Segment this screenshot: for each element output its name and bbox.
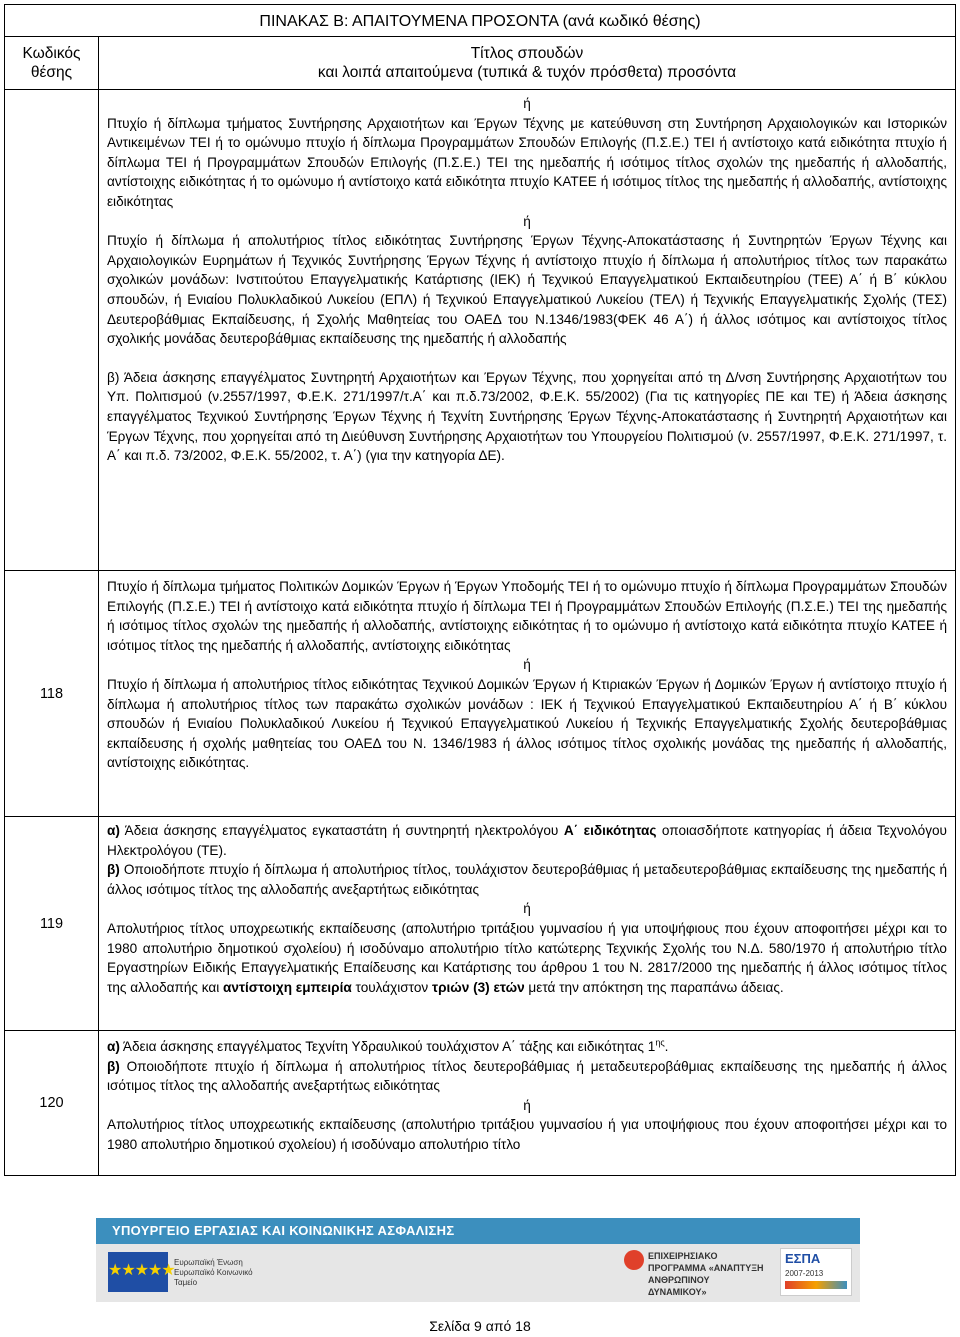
education-text-rest: μετά την απόκτηση της παραπάνω άδειας. [524,979,784,995]
license-paragraph [107,821,947,860]
or-separator: ή [523,901,531,917]
espa-logo [780,1248,852,1296]
table-title-row [5,5,956,37]
operational-programme-logo-icon [624,1250,644,1270]
table-row [5,90,956,571]
item-letter: α) [107,1039,120,1054]
experience-emphasis: αντίστοιχη εμπειρία [223,979,352,995]
qualification-paragraph: Πτυχίο ή δίπλωμα τμήματος Συντήρησης Αρχαιοτήτων και Έργων Τέχνης με κατεύθυνση στη Συντήρηση Αρχαιολογικών και Ιστορικών Αντικειμένων ΤΕΙ ή το ομώνυμο πτυχίο ή δίπλωμα Προγραμμάτων Σπουδών Επιλογής (Π.Σ.Ε.) ΤΕΙ ή αντίστοιχο κατά ειδικότητα πτυχίο ή δίπλωμα ΤΕΙ ή Προγραμμάτων Σπουδών Επιλογής (Π.Σ.Ε.) ΤΕΙ της ημεδαπής ή ισότιμος τίτλος σχολών της ημεδαπής ή αλλοδαπής, αντίστοιχης ειδικότητας ή το ομώνυμο ή αντίστοιχο κατά ειδικότητα πτυχίο ΚΑΤΕΕ ή ισότιμος τίτλος της ημεδαπής ή αλλοδαπής, αντίστοιχης ειδικότητας [107,115,947,209]
page-number: Σελίδα 9 από 18 [429,1318,531,1334]
education-paragraph [107,1057,947,1096]
header-code [5,37,99,90]
header-code-line1: Κωδικός [22,45,81,62]
license-text-rest: οποιασδήποτε κατηγορίας ή άδεια Τεχνολόγου Ηλεκτρολόγου (ΤΕ). [107,823,947,858]
or-separator: ή [523,1097,531,1113]
espa-title: ΕΣΠΑ [785,1251,821,1266]
qualification-paragraph: Πτυχίο ή δίπλωμα τμήματος Πολιτικών Δομικών Έργων ή Έργων Υποδομής ΤΕΙ ή το ομώνυμο πτυχίο ή δίπλωμα Προγραμμάτων Σπουδών Επιλογής (Π.Σ.Ε.) ΤΕΙ ή αντίστοιχο κατά ειδικότητα πτυχίο ή δίπλωμα ΤΕΙ ή Προγραμμάτων Σπουδών Επιλογής (Π.Σ.Ε.) ΤΕΙ της ημεδαπής ή ισότιμος τίτλος σχολών της ημεδαπής ή αλλοδαπής, αντίστοιχης ειδικότητας ή το ομώνυμο ή αντίστοιχο κατά ειδικότητα πτυχίο ΚΑΤΕΕ ή ισότιμος τίτλος της ημεδαπής ή αλλοδαπής, αντίστοιχης ειδικότητας [107,579,947,653]
table-row [5,817,956,1031]
header-title-line1: Τίτλος σπουδών [470,45,584,62]
eu-flag-icon: ★★★★★ [108,1252,168,1292]
row-qualifications [99,90,956,571]
row-qualifications [99,1031,956,1176]
or-separator: ή [523,657,531,673]
education-paragraph [107,919,947,997]
row-code: 119 [5,817,99,1031]
ministry-name: ΥΠΟΥΡΓΕΙΟ ΕΡΓΑΣΙΑΣ ΚΑΙ ΚΟΙΝΩΝΙΚΗΣ ΑΣΦΑΛΙΣΗΣ [96,1218,860,1244]
license-paragraph [107,1037,947,1057]
table-row [5,571,956,817]
ordinal-suffix: ης [655,1037,665,1048]
license-text: Άδεια άσκησης επαγγέλματος Τεχνίτη Υδραυλικού τουλάχιστον Α΄ τάξης και ειδικότητας 1 [119,1039,656,1054]
education-text: Οποιοδήποτε πτυχίο ή δίπλωμα ή απολυτήριος τίτλος, τουλάχιστον δευτεροβάθμιας ή μεταδευτεροβάθμιας εκπαίδευσης της ημεδαπής ή άλλος ισότιμος τίτλος της αλλοδαπής ανεξαρτήτως ειδικότητας [107,862,947,897]
license-emphasis: Α΄ ειδικότητας [563,823,657,838]
or-separator: ή [523,96,531,111]
row-qualifications [99,817,956,1031]
row-code [5,90,99,571]
item-letter: β) [107,1058,120,1074]
row-qualifications [99,571,956,817]
footer-banner [96,1218,860,1302]
license-text: Άδεια άσκησης επαγγέλματος εγκαταστάτη ή συντηρητή ηλεκτρολόγου [119,823,564,838]
license-text-end: . [664,1039,669,1054]
espa-stripe-icon [785,1281,847,1289]
row-code: 120 [5,1031,99,1176]
table-title: ΠΙΝΑΚΑΣ Β: ΑΠΑΙΤΟΥΜΕΝΑ ΠΡΟΣΟΝΤΑ (ανά κωδικό θέσης) [5,5,956,37]
education-text: Απολυτήριος τίτλος υποχρεωτικής εκπαίδευσης (απολυτήριο τριτάξιου γυμνασίου ή για υποψήφιους που έχουν αποφοιτήσει μέχρι και το 1980 απολυτήριο δημοτικού σχολείου) ή ισοδύναμο απολυτήριο τίτλο κατώτερης Τεχνικής Σχολής του Ν.Δ. 580/1970 ή απολυτήριο τίτλο Εργαστηρίων Ειδικής Επαγγελματικής Επαίδευσης και Κατάρτισης του άρθρου 1 του Ν. 2817/2000 της ημεδαπής ή άλλος ισότιμος τίτλος της αλλοδαπής και [107,920,947,995]
education-text-mid: τουλάχιστον [351,979,432,995]
education-paragraph [107,860,947,899]
operational-programme-caption: ΕΠΙΧΕΙΡΗΣΙΑΚΟ ΠΡΟΓΡΑΜΜΑ «ΑΝΑΠΤΥΞΗ ΑΝΘΡΩΠΙΝΟΥ ΔΥΝΑΜΙΚΟΥ» [648,1251,764,1297]
qualification-paragraph: Πτυχίο ή δίπλωμα ή απολυτήριος τίτλος ειδικότητας Τεχνικού Δομικών Έργων ή Κτιριακών Έργων ή Δομικών Έργων ή αντίστοιχο πτυχίο ή δίπλωμα ή απολυτήριος τίτλος των παρακάτω σχολικών μονάδων : ΙΕΚ ή Τεχνικού Επαγγελματικού Εκπαιδευτηρίου Α΄ ή Β΄ κύκλου σπουδών ή Ενιαίου Πολυκλαδικού Λυκείου ή Τεχνικού Επαγγελματικού Λυκείου ή Τεχνικής Επαγγελματικής Σχολής δευτεροβάθμιας εκπαίδευσης ή σχολής μαθητείας του ΟΑΕΔ του Ν. 1346/1983 ή άλλος ισότιμος τίτλος σχολικής μονάδας της ημεδαπής ή αλλοδαπής, αντίστοιχης ειδικότητας. [107,676,947,771]
item-letter: β) [107,862,120,878]
header-title-line2: και λοιπά απαιτούμενα (τυπικά & τυχόν πρόσθετα) προσόντα [317,64,737,81]
logos-strip [96,1244,860,1302]
education-text: Οποιοδήποτε πτυχίο ή δίπλωμα ή απολυτήριος τίτλος δευτεροβάθμιας ή μεταδευτεροβάθμιας εκπαίδευσης της ημεδαπής ή άλλος ισότιμος τίτλος της αλλοδαπής ανεξαρτήτως ειδικότητας [107,1058,947,1094]
header-title [99,37,956,90]
eu-caption: Ευρωπαϊκή Ένωση Ευρωπαϊκό Κοινωνικό Ταμείο [174,1258,253,1287]
license-paragraph: β) Άδεια άσκησης επαγγέλματος Συντηρητή Αρχαιοτήτων και Έργων Τέχνης, που χορηγείται από τη Δ/νση Συντήρησης Αρχαιοτήτων του Υπ. Πολιτισμού (ν.2557/1997, Φ.Ε.Κ. 271/1997/τ.Α΄ και π.δ.73/2002, Φ.Ε.Κ. 55/2002) (Για τις κατηγορίες ΠΕ και ΤΕ) ή Άδεια άσκησης επαγγέλματος Τεχνικού Συντήρησης Έργων Τέχνης ή Τεχνίτη Συντήρησης Έργων Τέχνης-Αποκατάστασης ή Συντηρητή Αρχαιοτήτων και Έργων Τέχνης, που χορηγείται από τη Διεύθυνση Συντήρησης Αρχαιοτήτων του Υπουργείου Πολιτισμού (ν. 2557/1997, Φ.Ε.Κ. 271/1997, τ. Α΄ και π.δ. 73/2002, Φ.Ε.Κ. 55/2002, τ. Α΄) (για την κατηγορία ΔΕ). [107,369,947,464]
espa-years: 2007-2013 [785,1269,824,1278]
table-row [5,1031,956,1176]
qualification-paragraph: Πτυχίο ή δίπλωμα ή απολυτήριος τίτλος ειδικότητας Συντήρησης Έργων Τέχνης-Αποκατάστασης ή Συντηρητών Έργων Τέχνης και Αρχαιολογικών Ευρημάτων ή Τεχνικός Συντήρησης Έργων Τέχνης ή αντίστοιχο πτυχίο ή δίπλωμα ή απολυτήριος τίτλος των παρακάτω σχολικών μονάδων: Ινστιτούτου Επαγγελματικής Κατάρτισης (ΙΕΚ) ή Τεχνικού Επαγγελματικού Εκπαιδευτηρίου (ΤΕΕ) Α΄ ή Β΄ κύκλου σπουδών, ή Ενιαίου Πολυκλαδικού Λυκείου (ΕΠΛ) ή Τεχνικού Επαγγελματικού Λυκείου (ΤΕΛ) ή Τεχνικής Επαγγελματικής Σχολής (ΤΕΣ) Δευτεροβάθμιας Εκπαίδευσης, ή Σχολής Μαθητείας του ΟΑΕΔ του Ν.1346/1983(ΦΕΚ 46 Α΄) ή άλλος ισότιμος και αντίστοιχος τίτλος σχολικής μονάδας δευτεροβάθμιας εκπαίδευσης της ημεδαπής ή αλλοδαπής [107,233,947,347]
qualifications-table [4,4,956,1176]
or-separator: ή [523,213,531,229]
education-paragraph: Απολυτήριος τίτλος υποχρεωτικής εκπαίδευσης (απολυτήριο τριτάξιου γυμνασίου ή για υποψήφιους που έχουν αποφοιτήσει μέχρι και το 1980 απολυτήριο δημοτικού σχολείου) ή ισοδύναμο απολυτήριο τίτλο [107,1117,947,1152]
table-header-row [5,37,956,90]
item-letter: α) [107,823,120,838]
header-code-line2: θέσης [30,64,73,81]
years-emphasis: τριών (3) ετών [432,979,525,995]
row-code: 118 [5,571,99,817]
